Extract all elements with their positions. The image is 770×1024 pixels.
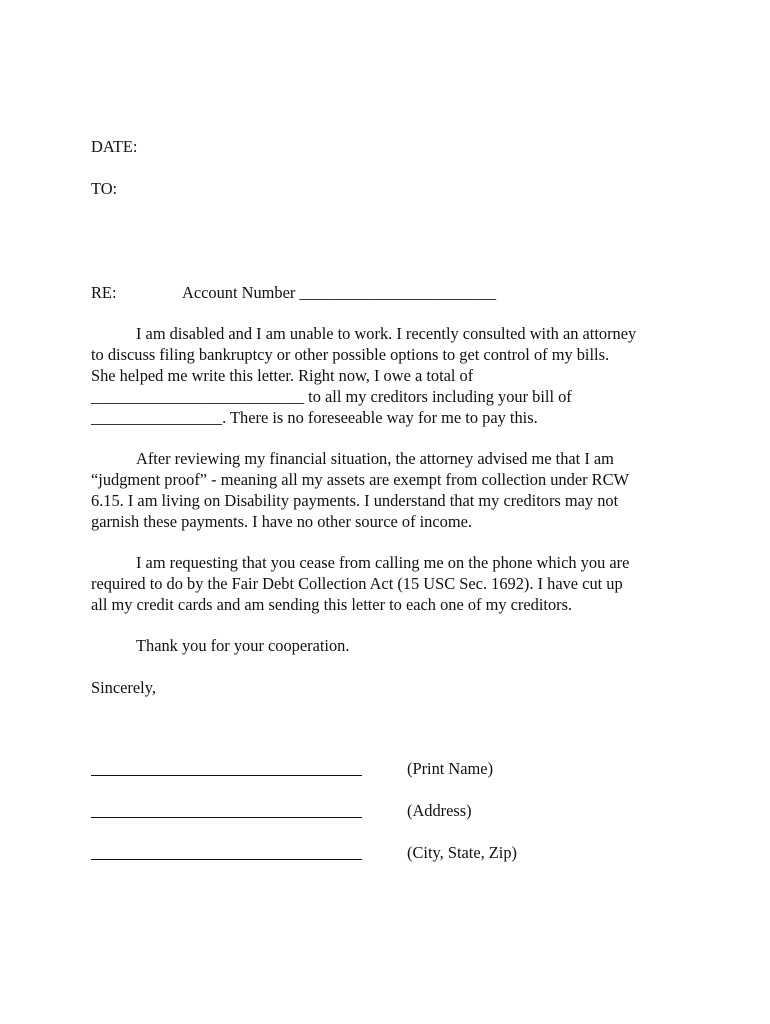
paragraph-line: “judgment proof” - meaning all my assets are exempt from collection under RCW bbox=[91, 470, 629, 489]
paragraph-line: I am requesting that you cease from calling me on the phone which you are bbox=[136, 553, 630, 572]
re-label: RE: bbox=[91, 283, 117, 302]
paragraph-line: required to do by the Fair Debt Collection Act (15 USC Sec. 1692). I have cut up bbox=[91, 574, 623, 593]
paragraph-line: She helped me write this letter. Right now, I owe a total of bbox=[91, 366, 474, 385]
print-name-label: (Print Name) bbox=[407, 759, 494, 778]
address-signature-line bbox=[91, 817, 362, 818]
paragraph-line: garnish these payments. I have no other source of income. bbox=[91, 512, 472, 531]
paragraph-line: I am disabled and I am unable to work. I recently consulted with an attorney bbox=[136, 324, 637, 343]
city-state-zip-signature-line bbox=[91, 859, 362, 860]
thanks-line: Thank you for your cooperation. bbox=[136, 636, 350, 655]
closing-line: Sincerely, bbox=[91, 678, 156, 697]
date-label: DATE: bbox=[91, 137, 138, 156]
paragraph-line: __________________________ to all my creditors including your bill of bbox=[91, 387, 572, 406]
paragraph-line: After reviewing my financial situation, the attorney advised me that I am bbox=[136, 449, 614, 468]
paragraph-line: to discuss filing bankruptcy or other possible options to get control of my bills. bbox=[91, 345, 610, 364]
paragraph-line: 6.15. I am living on Disability payments. I understand that my creditors may not bbox=[91, 491, 619, 510]
print-name-signature-line bbox=[91, 775, 362, 776]
address-label: (Address) bbox=[407, 801, 472, 820]
account-number-line: Account Number ________________________ bbox=[182, 283, 497, 302]
paragraph-line: all my credit cards and am sending this letter to each one of my creditors. bbox=[91, 595, 573, 614]
city-state-zip-label: (City, State, Zip) bbox=[407, 843, 518, 862]
paragraph-line: ________________. There is no foreseeable way for me to pay this. bbox=[91, 408, 538, 427]
to-label: TO: bbox=[91, 179, 118, 198]
